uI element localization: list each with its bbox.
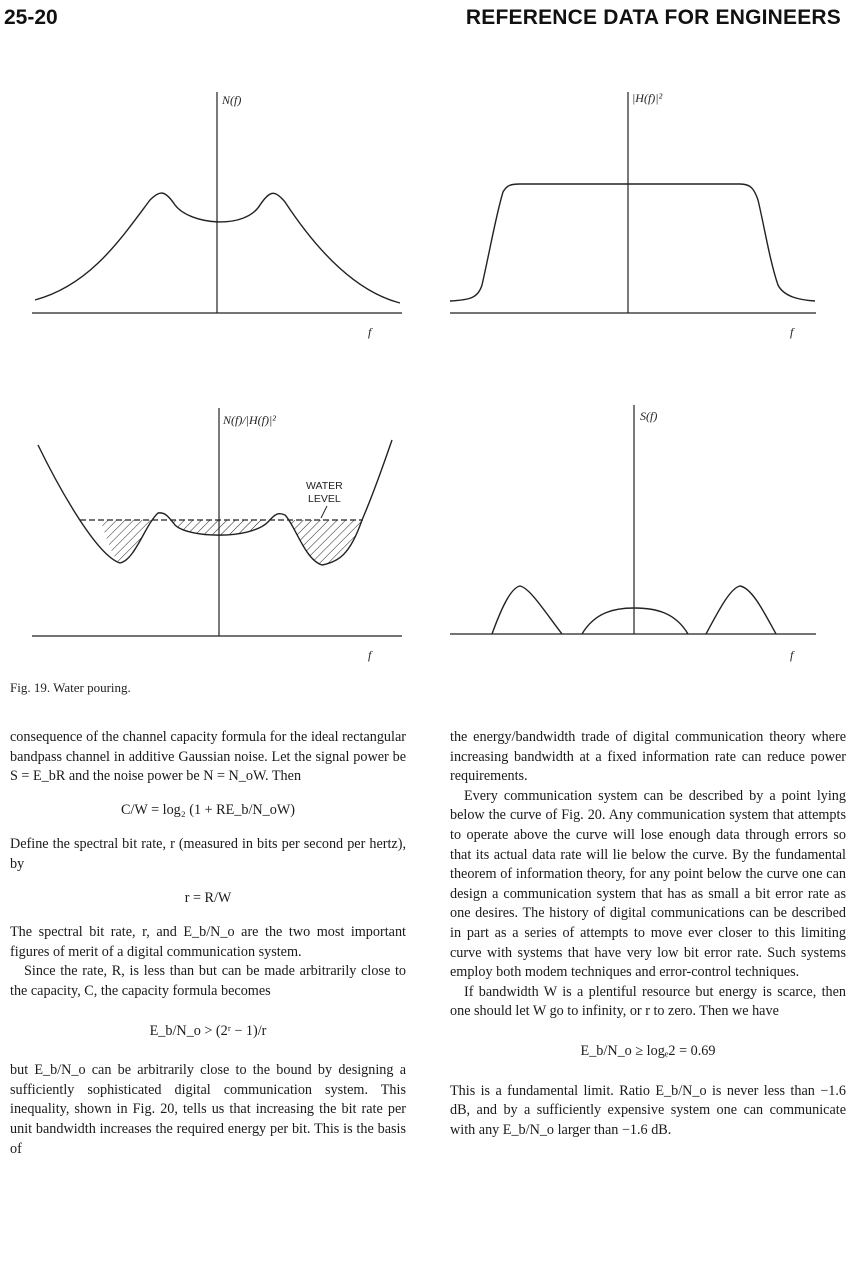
water-fill — [78, 440, 392, 565]
ratio-xlabel: f — [368, 648, 372, 662]
capacity-equation: C/W = log₂ (1 + RE_b/N_oW) — [121, 801, 295, 818]
page-number: 25-20 — [4, 6, 58, 29]
panel-ratio-water — [32, 408, 402, 662]
left-paragraph-5: but E_b/N_o can be arbitrarily close to the bound by designing a sufficiently sophisticated digital communication system. This inequality, shown in Fig. 20, tells us that increasing the bit rate per unit bandwidth increases the required energy per bit. This is the basis of — [10, 1062, 406, 1157]
water-label-arrow — [321, 506, 327, 518]
panel-noise-spectrum — [32, 92, 402, 339]
signal-lobe-right — [706, 586, 776, 634]
left-paragraph-2: Define the spectral bit rate, r (measured in bits per second per hertz), by — [10, 836, 406, 872]
water-label-line2: LEVEL — [308, 493, 341, 505]
bound-equation: E_b/N_o > (2ʳ − 1)/r — [149, 1022, 267, 1039]
signal-lobe-center — [582, 608, 688, 634]
right-column — [450, 728, 846, 1140]
right-paragraph-3: If bandwidth W is a plentiful resource but energy is scarce, then one should let W go to infinity, or r to zero. Then we have — [450, 983, 846, 1020]
signal-ylabel: S(f) — [640, 409, 658, 423]
left-paragraph-1: consequence of the channel capacity formula for the ideal rectangular bandpass channel in additive Gaussian noise. Let the signal power be S = E_bR and the noise power be N = N_oW. Then — [10, 729, 406, 785]
panel-signal-spectrum — [450, 405, 816, 662]
signal-lobe-left — [492, 586, 562, 634]
noise-xlabel: f — [368, 325, 372, 339]
panel-channel-response — [450, 91, 816, 339]
right-paragraph-2: Every communication system can be described by a point lying below the curve of Fig. 20. Any communication system that attempts to operate above the curve will lose enough data through errors so that its actual data rate will lie below the curve. By the fundamental theorem of information theory, for any point below the curve one can design a communication system that has as small a bit error rate as one desires. The history of digital communications can be described in part as a series of attempts to move ever closer to this limiting curve with systems that have very low bit error rate. Such systems employ both modem techniques and error-control techniques. — [450, 787, 846, 981]
running-title: REFERENCE DATA FOR ENGINEERS — [465, 6, 841, 29]
left-column — [10, 728, 406, 1159]
right-paragraph-1: the energy/bandwidth trade of digital communication theory where increasing bandwidth at a fixed information rate can reduce power requirements. — [450, 729, 846, 785]
left-paragraph-3: The spectral bit rate, r, and E_b/N_o are the two most important figures of merit of a digital communication system. — [10, 924, 406, 960]
channel-xlabel: f — [790, 325, 794, 339]
water-label-line1: WATER — [306, 480, 343, 492]
ratio-ylabel: N(f)/|H(f)|² — [223, 413, 276, 427]
left-paragraph-4: Since the rate, R, is less than but can be made arbitrarily close to the capacity, C, the capacity formula becomes — [10, 963, 406, 999]
limit-equation: E_b/N_o ≥ logₑ2 = 0.69 — [580, 1042, 716, 1059]
figure-caption: Fig. 19. Water pouring. — [10, 680, 131, 695]
right-paragraph-4: This is a fundamental limit. Ratio E_b/N_o is never less than −1.6 dB, and by a sufficiently expensive system one can communicate with any E_b/N_o larger than −1.6 dB. — [450, 1082, 846, 1138]
signal-xlabel: f — [790, 648, 794, 662]
noise-ylabel: N(f) — [222, 93, 242, 107]
channel-curve — [450, 184, 815, 301]
spectral-rate-equation: r = R/W — [184, 889, 232, 906]
channel-ylabel: |H(f)|² — [632, 91, 663, 105]
